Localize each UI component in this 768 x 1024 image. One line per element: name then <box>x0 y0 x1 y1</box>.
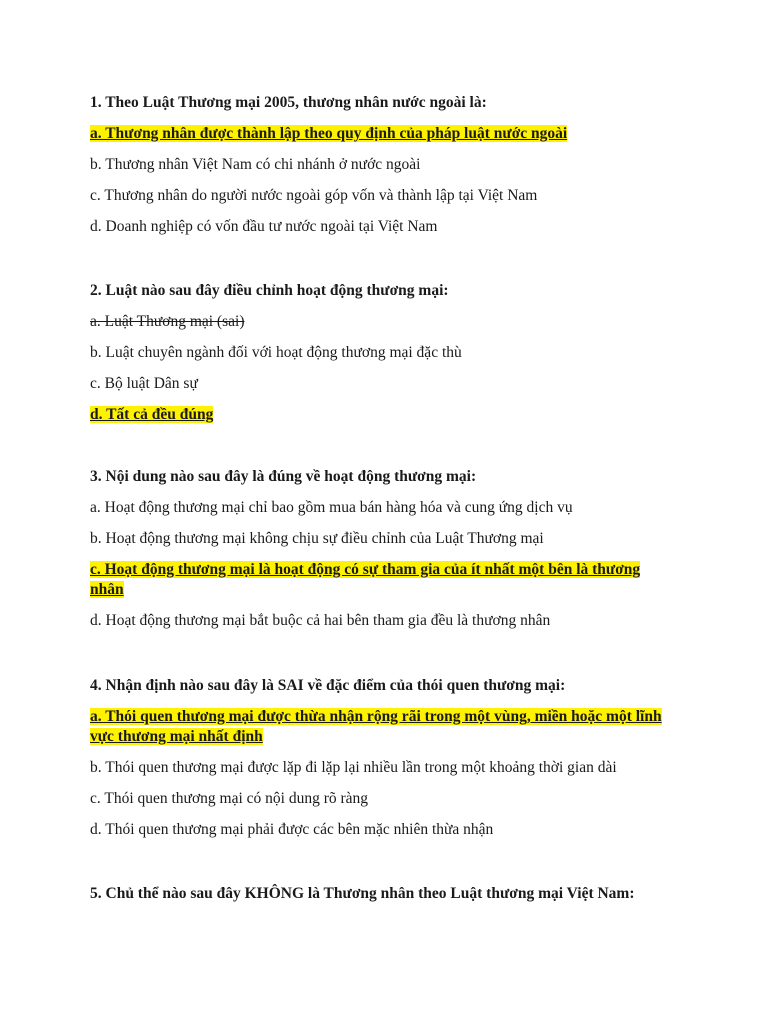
option-text: c. Hoạt động thương mại là hoạt động có sự tham gia của ít nhất một bên là thương nhân <box>90 561 641 598</box>
option-text: b. Hoạt động thương mại không chịu sự điều chỉnh của Luật Thương mại <box>90 530 544 547</box>
answer-option <box>90 343 690 363</box>
option-text: b. Thói quen thương mại được lặp đi lặp lại nhiều lần trong một khoảng thời gian dài <box>90 759 617 776</box>
answer-option <box>90 820 690 840</box>
answer-option-correct <box>90 124 690 144</box>
answer-option <box>90 498 690 518</box>
question-2 <box>90 281 690 436</box>
answer-option <box>90 374 690 394</box>
question-title: 1. Theo Luật Thương mại 2005, thương nhân nước ngoài là: <box>90 94 487 111</box>
option-text: c. Thương nhân do người nước ngoài góp vốn và thành lập tại Việt Nam <box>90 187 538 204</box>
answer-option <box>90 758 690 778</box>
option-text: a. Luật Thương mại (sai) <box>90 313 245 330</box>
question-title: 3. Nội dung nào sau đây là đúng về hoạt động thương mại: <box>90 468 477 485</box>
answer-option <box>90 529 690 549</box>
question-3 <box>90 467 690 642</box>
option-text: d. Doanh nghiệp có vốn đầu tư nước ngoài tại Việt Nam <box>90 218 438 235</box>
option-text: d. Tất cả đều đúng <box>90 406 214 423</box>
question-5 <box>90 884 690 915</box>
question-title: 4. Nhận định nào sau đây là SAI về đặc điểm của thói quen thương mại: <box>90 677 566 694</box>
option-text: a. Hoạt động thương mại chỉ bao gồm mua bán hàng hóa và cung ứng dịch vụ <box>90 499 573 516</box>
option-text: c. Thói quen thương mại có nội dung rõ ràng <box>90 790 369 807</box>
option-text: a. Thương nhân được thành lập theo quy định của pháp luật nước ngoài <box>90 125 568 142</box>
question-4 <box>90 676 690 851</box>
answer-option <box>90 789 690 809</box>
question-1 <box>90 93 690 248</box>
option-text: b. Luật chuyên ngành đối với hoạt động thương mại đặc thù <box>90 344 462 361</box>
answer-option-struck <box>90 312 690 332</box>
answer-option <box>90 155 690 175</box>
answer-option <box>90 611 690 631</box>
question-title: 2. Luật nào sau đây điều chỉnh hoạt động thương mại: <box>90 282 449 299</box>
option-text: a. Thói quen thương mại được thừa nhận rộng rãi trong một vùng, miền hoặc một lĩnh vực thương mại nhất định <box>90 708 662 745</box>
question-title: 5. Chủ thể nào sau đây KHÔNG là Thương nhân theo Luật thương mại Việt Nam: <box>90 885 635 902</box>
option-text: d. Thói quen thương mại phải được các bên mặc nhiên thừa nhận <box>90 821 494 838</box>
option-text: c. Bộ luật Dân sự <box>90 375 198 392</box>
answer-option <box>90 217 690 237</box>
option-text: b. Thương nhân Việt Nam có chi nhánh ở nước ngoài <box>90 156 421 173</box>
answer-option-correct <box>90 405 690 425</box>
option-text: d. Hoạt động thương mại bắt buộc cả hai bên tham gia đều là thương nhân <box>90 612 551 629</box>
answer-option-correct <box>90 560 672 600</box>
answer-option <box>90 186 690 206</box>
answer-option-correct <box>90 707 666 747</box>
